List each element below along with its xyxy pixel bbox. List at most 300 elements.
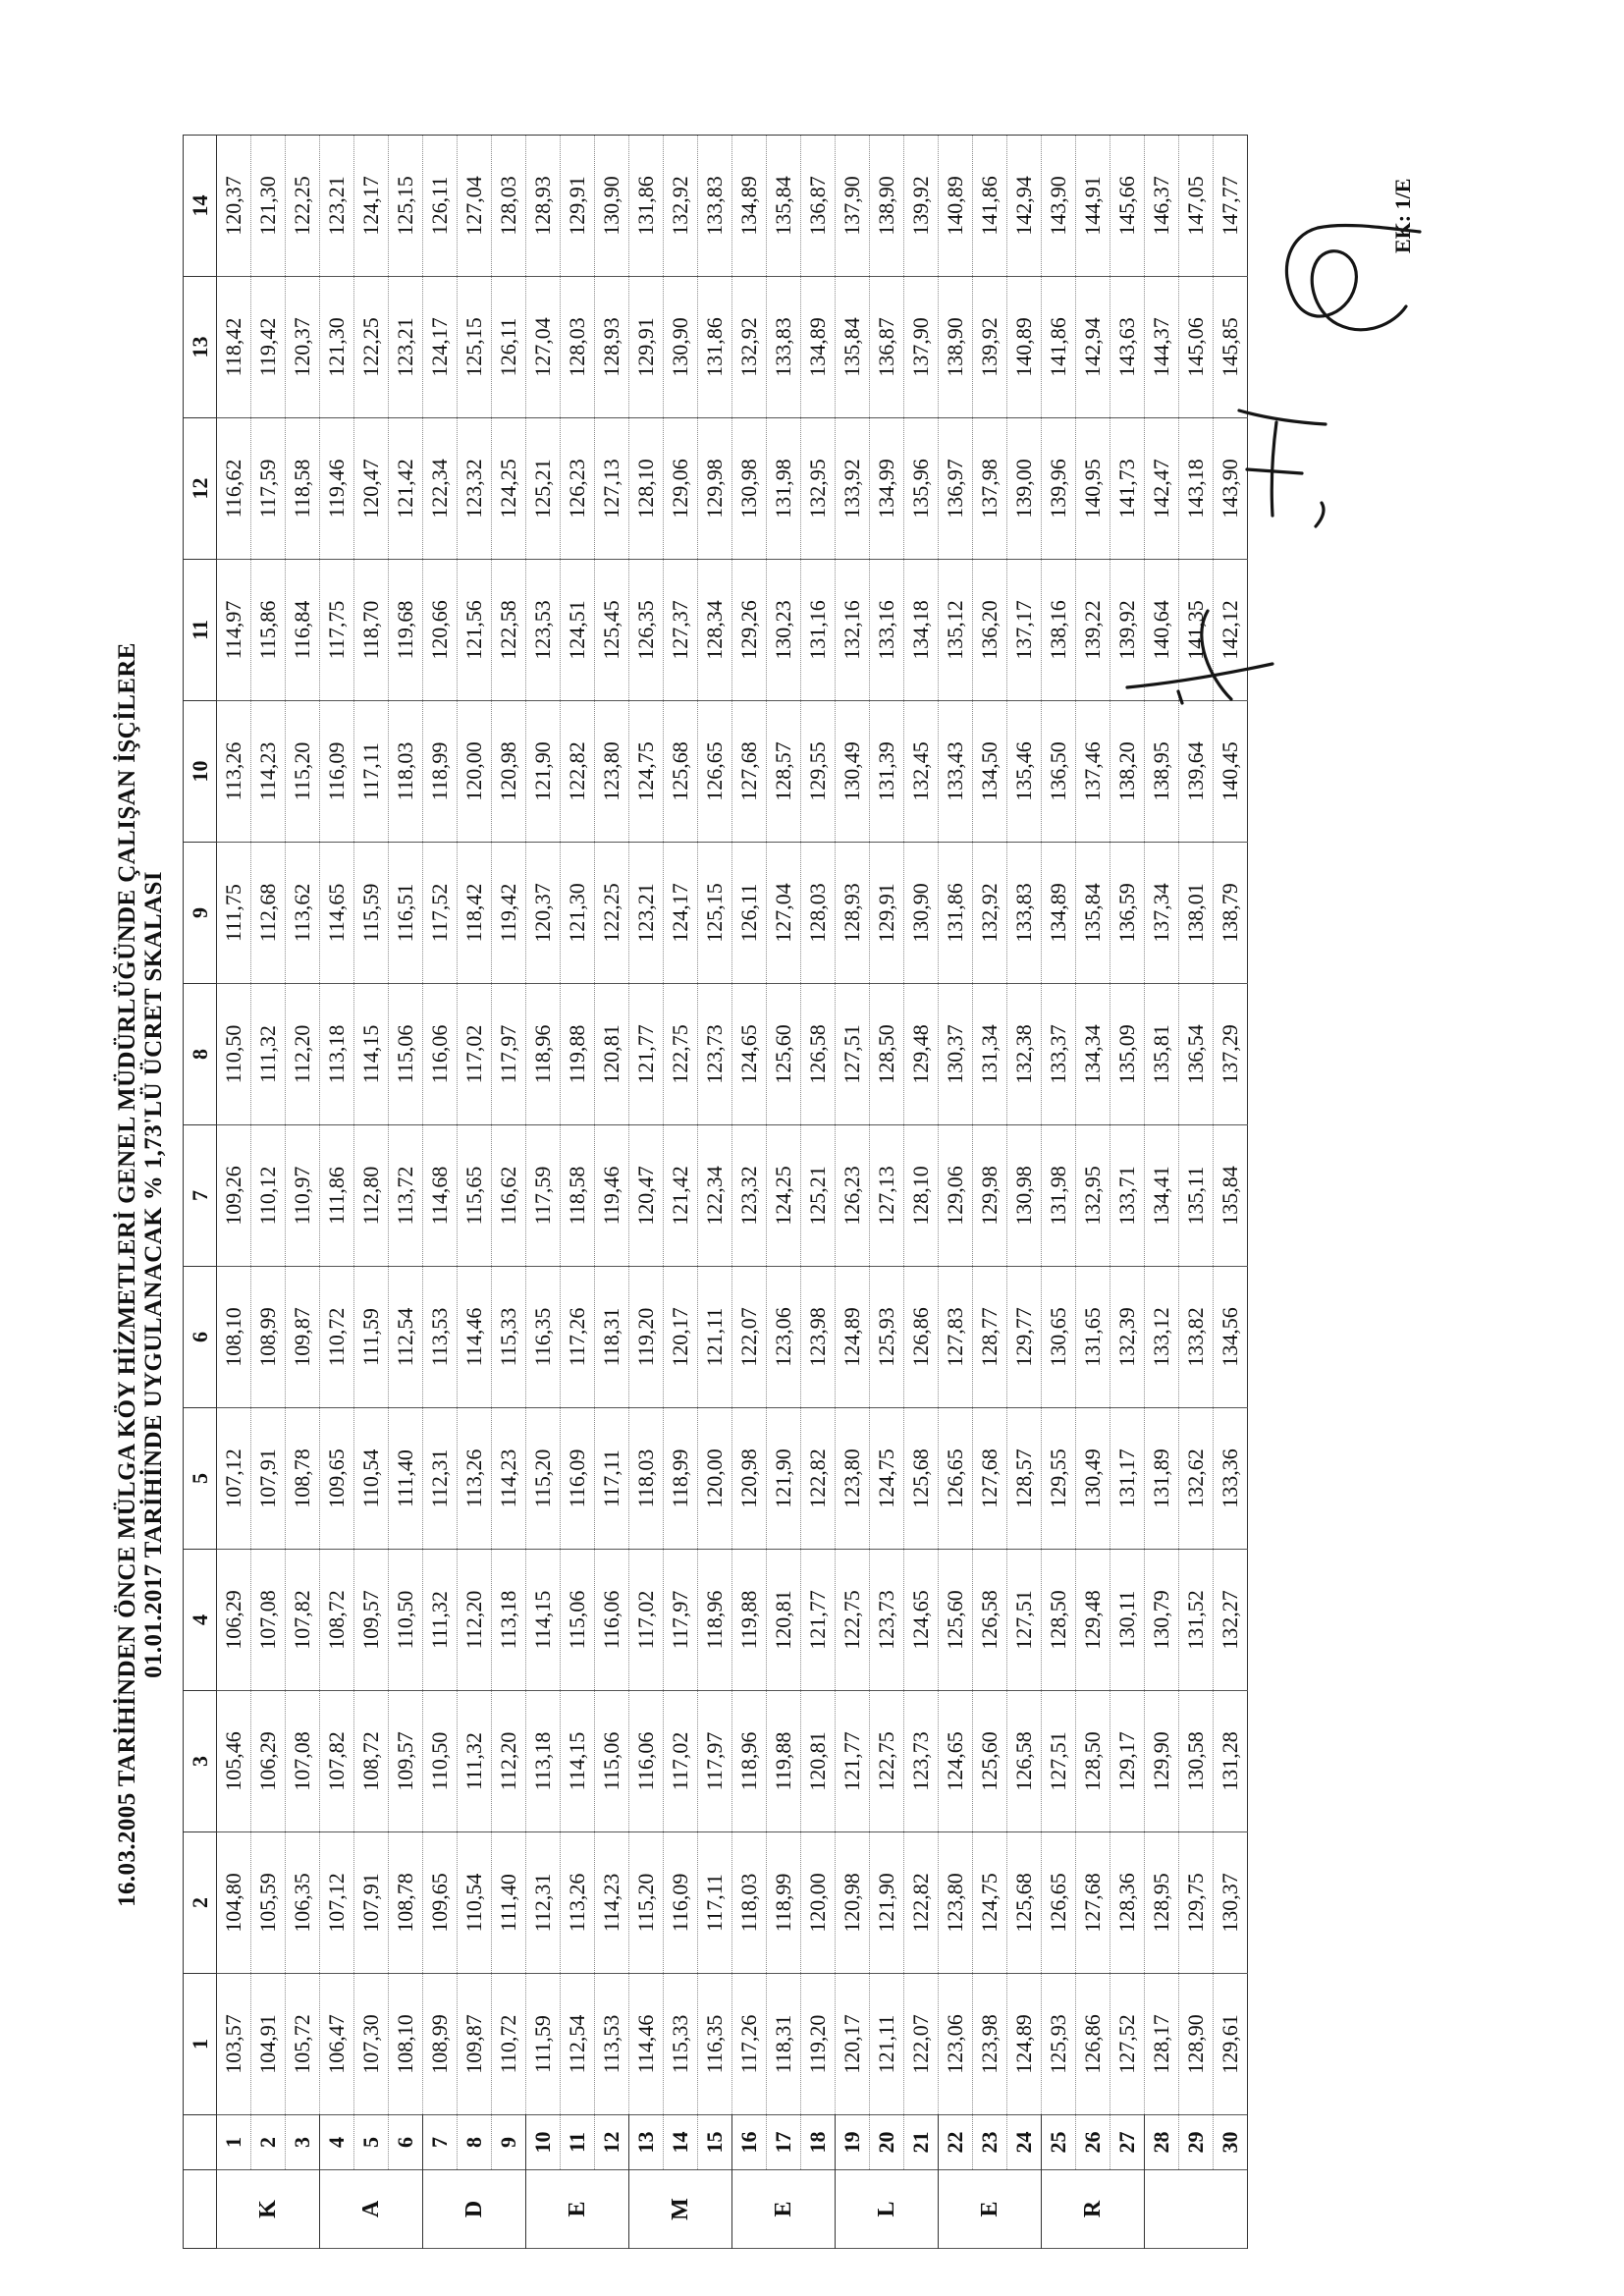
table-cell: 128,57 bbox=[1007, 1408, 1042, 1550]
table-cell: 128,10 bbox=[629, 418, 664, 560]
table-cell: 139,00 bbox=[1007, 418, 1042, 560]
table-cell: 112,68 bbox=[251, 843, 286, 984]
table-cell: 111,86 bbox=[320, 1125, 354, 1267]
table-cell: 123,32 bbox=[732, 1125, 767, 1267]
table-cell: 125,60 bbox=[939, 1550, 973, 1691]
table-cell: 118,70 bbox=[354, 560, 389, 701]
table-cell: 122,82 bbox=[904, 1832, 939, 1974]
table-cell: 128,93 bbox=[526, 136, 561, 277]
table-cell: 119,88 bbox=[732, 1550, 767, 1691]
row-number: 30 bbox=[1214, 2115, 1248, 2170]
table-cell: 112,80 bbox=[354, 1125, 389, 1267]
row-number: 20 bbox=[870, 2115, 904, 2170]
table-cell: 120,81 bbox=[595, 984, 629, 1125]
table-cell: 125,93 bbox=[870, 1267, 904, 1408]
column-header: 2 bbox=[184, 1832, 217, 1974]
table-cell: 109,65 bbox=[320, 1408, 354, 1550]
table-cell: 126,23 bbox=[561, 418, 595, 560]
table-cell: 124,75 bbox=[629, 701, 664, 843]
table-cell: 107,82 bbox=[320, 1691, 354, 1832]
table-cell: 130,11 bbox=[1110, 1550, 1145, 1691]
table-cell: 135,46 bbox=[1007, 701, 1042, 843]
table-cell: 129,90 bbox=[1145, 1691, 1179, 1832]
table-row bbox=[251, 136, 286, 2249]
table-cell: 127,37 bbox=[664, 560, 698, 701]
table-row bbox=[870, 136, 904, 2249]
row-number: 11 bbox=[561, 2115, 595, 2170]
table-cell: 105,59 bbox=[251, 1832, 286, 1974]
table-cell: 138,90 bbox=[939, 277, 973, 418]
table-cell: 125,60 bbox=[973, 1691, 1007, 1832]
table-cell: 118,03 bbox=[629, 1408, 664, 1550]
table-cell: 133,82 bbox=[1179, 1267, 1214, 1408]
table-cell: 127,04 bbox=[526, 277, 561, 418]
table-row bbox=[973, 136, 1007, 2249]
table-cell: 124,25 bbox=[767, 1125, 801, 1267]
table-cell: 117,11 bbox=[698, 1832, 732, 1974]
table-cell: 137,29 bbox=[1214, 984, 1248, 1125]
table-cell: 125,15 bbox=[389, 136, 423, 277]
table-cell: 117,11 bbox=[595, 1408, 629, 1550]
table-cell: 134,50 bbox=[973, 701, 1007, 843]
table-cell: 116,84 bbox=[286, 560, 320, 701]
table-cell: 122,75 bbox=[664, 984, 698, 1125]
table-cell: 114,23 bbox=[595, 1832, 629, 1974]
table-cell: 136,50 bbox=[1042, 701, 1076, 843]
table-cell: 127,51 bbox=[1042, 1691, 1076, 1832]
table-cell: 142,94 bbox=[1007, 136, 1042, 277]
table-cell: 109,57 bbox=[389, 1691, 423, 1832]
table-cell: 116,09 bbox=[320, 701, 354, 843]
table-cell: 143,90 bbox=[1214, 418, 1248, 560]
table-cell: 103,57 bbox=[217, 1974, 251, 2115]
table-row bbox=[1179, 136, 1214, 2249]
table-cell: 124,65 bbox=[904, 1550, 939, 1691]
row-number: 2 bbox=[251, 2115, 286, 2170]
table-cell: 113,53 bbox=[423, 1267, 458, 1408]
table-cell: 139,96 bbox=[1042, 418, 1076, 560]
table-cell: 111,75 bbox=[217, 843, 251, 984]
column-header: 12 bbox=[184, 418, 217, 560]
table-cell: 104,91 bbox=[251, 1974, 286, 2115]
table-cell: 118,42 bbox=[217, 277, 251, 418]
table-cell: 122,75 bbox=[836, 1550, 870, 1691]
table-cell: 117,02 bbox=[664, 1691, 698, 1832]
table-cell: 111,32 bbox=[251, 984, 286, 1125]
table-cell: 117,75 bbox=[320, 560, 354, 701]
table-cell: 125,15 bbox=[698, 843, 732, 984]
table-cell: 112,20 bbox=[458, 1550, 492, 1691]
table-cell: 121,90 bbox=[526, 701, 561, 843]
table-cell: 133,43 bbox=[939, 701, 973, 843]
table-cell: 146,37 bbox=[1145, 136, 1179, 277]
table-cell: 125,21 bbox=[526, 418, 561, 560]
table-cell: 117,59 bbox=[251, 418, 286, 560]
table-cell: 115,33 bbox=[664, 1974, 698, 2115]
table-cell: 126,11 bbox=[423, 136, 458, 277]
table-cell: 131,34 bbox=[973, 984, 1007, 1125]
table-cell: 125,15 bbox=[458, 277, 492, 418]
table-cell: 119,88 bbox=[767, 1691, 801, 1832]
table-cell: 138,95 bbox=[1145, 701, 1179, 843]
table-cell: 118,96 bbox=[698, 1550, 732, 1691]
table-row bbox=[561, 136, 595, 2249]
kademe-letter: D bbox=[423, 2170, 526, 2249]
table-cell: 136,87 bbox=[870, 277, 904, 418]
table-cell: 139,92 bbox=[1110, 560, 1145, 701]
table-cell: 120,37 bbox=[217, 136, 251, 277]
table-cell: 117,26 bbox=[732, 1974, 767, 2115]
table-cell: 128,90 bbox=[1179, 1974, 1214, 2115]
table-cell: 108,78 bbox=[286, 1408, 320, 1550]
column-header: 1 bbox=[184, 1974, 217, 2115]
table-cell: 110,54 bbox=[458, 1832, 492, 1974]
table-cell: 121,77 bbox=[836, 1691, 870, 1832]
table-cell: 141,73 bbox=[1110, 418, 1145, 560]
wage-table-body bbox=[217, 136, 1248, 2249]
table-cell: 140,45 bbox=[1214, 701, 1248, 843]
table-cell: 113,62 bbox=[286, 843, 320, 984]
table-cell: 120,81 bbox=[801, 1691, 836, 1832]
table-cell: 132,45 bbox=[904, 701, 939, 843]
row-number: 23 bbox=[973, 2115, 1007, 2170]
table-cell: 120,98 bbox=[492, 701, 526, 843]
kademe-cell bbox=[1145, 2170, 1248, 2249]
table-cell: 125,60 bbox=[767, 984, 801, 1125]
table-cell: 124,51 bbox=[561, 560, 595, 701]
table-cell: 136,20 bbox=[973, 560, 1007, 701]
table-cell: 116,51 bbox=[389, 843, 423, 984]
column-header: 14 bbox=[184, 136, 217, 277]
table-cell: 130,58 bbox=[1179, 1691, 1214, 1832]
table-row bbox=[286, 136, 320, 2249]
table-cell: 126,58 bbox=[973, 1550, 1007, 1691]
table-cell: 132,92 bbox=[973, 843, 1007, 984]
table-cell: 118,99 bbox=[664, 1408, 698, 1550]
table-cell: 112,20 bbox=[492, 1691, 526, 1832]
table-cell: 142,47 bbox=[1145, 418, 1179, 560]
table-cell: 122,34 bbox=[698, 1125, 732, 1267]
table-cell: 128,34 bbox=[698, 560, 732, 701]
table-cell: 110,50 bbox=[389, 1550, 423, 1691]
row-number: 27 bbox=[1110, 2115, 1145, 2170]
table-cell: 144,37 bbox=[1145, 277, 1179, 418]
table-cell: 113,26 bbox=[217, 701, 251, 843]
table-cell: 119,46 bbox=[595, 1125, 629, 1267]
table-row bbox=[629, 136, 664, 2249]
row-number: 22 bbox=[939, 2115, 973, 2170]
table-cell: 126,86 bbox=[904, 1267, 939, 1408]
table-cell: 134,99 bbox=[870, 418, 904, 560]
table-cell: 110,97 bbox=[286, 1125, 320, 1267]
table-cell: 123,80 bbox=[595, 701, 629, 843]
table-cell: 109,26 bbox=[217, 1125, 251, 1267]
table-cell: 128,93 bbox=[836, 843, 870, 984]
table-cell: 126,35 bbox=[629, 560, 664, 701]
table-cell: 135,96 bbox=[904, 418, 939, 560]
table-cell: 110,72 bbox=[320, 1267, 354, 1408]
table-row bbox=[1110, 136, 1145, 2249]
annex-label: EK: 1/E bbox=[1390, 178, 1415, 253]
table-cell: 143,18 bbox=[1179, 418, 1214, 560]
table-cell: 129,48 bbox=[904, 984, 939, 1125]
column-header: 9 bbox=[184, 843, 217, 984]
table-cell: 127,04 bbox=[458, 136, 492, 277]
table-cell: 124,89 bbox=[836, 1267, 870, 1408]
table-cell: 131,16 bbox=[801, 560, 836, 701]
table-cell: 134,89 bbox=[732, 136, 767, 277]
table-cell: 137,17 bbox=[1007, 560, 1042, 701]
table-cell: 104,80 bbox=[217, 1832, 251, 1974]
table-cell: 138,79 bbox=[1214, 843, 1248, 984]
table-cell: 128,03 bbox=[801, 843, 836, 984]
table-cell: 125,45 bbox=[595, 560, 629, 701]
table-cell: 121,90 bbox=[870, 1832, 904, 1974]
table-row bbox=[767, 136, 801, 2249]
table-cell: 125,68 bbox=[904, 1408, 939, 1550]
table-cell: 132,62 bbox=[1179, 1408, 1214, 1550]
row-number: 21 bbox=[904, 2115, 939, 2170]
table-cell: 136,87 bbox=[801, 136, 836, 277]
table-cell: 138,90 bbox=[870, 136, 904, 277]
table-cell: 114,46 bbox=[629, 1974, 664, 2115]
wage-scale-table bbox=[183, 135, 1248, 2249]
table-row bbox=[939, 136, 973, 2249]
table-cell: 128,50 bbox=[870, 984, 904, 1125]
table-cell: 127,13 bbox=[595, 418, 629, 560]
table-cell: 116,62 bbox=[492, 1125, 526, 1267]
table-cell: 122,25 bbox=[595, 843, 629, 984]
table-cell: 131,86 bbox=[939, 843, 973, 984]
table-cell: 107,08 bbox=[251, 1550, 286, 1691]
table-cell: 123,06 bbox=[939, 1974, 973, 2115]
table-row bbox=[732, 136, 767, 2249]
table-row bbox=[904, 136, 939, 2249]
table-cell: 121,90 bbox=[767, 1408, 801, 1550]
table-cell: 131,98 bbox=[1042, 1125, 1076, 1267]
table-cell: 123,73 bbox=[698, 984, 732, 1125]
table-cell: 126,11 bbox=[492, 277, 526, 418]
table-cell: 130,49 bbox=[1076, 1408, 1110, 1550]
table-cell: 109,87 bbox=[286, 1267, 320, 1408]
table-cell: 118,31 bbox=[767, 1974, 801, 2115]
table-cell: 112,54 bbox=[561, 1974, 595, 2115]
row-number: 25 bbox=[1042, 2115, 1076, 2170]
table-cell: 118,58 bbox=[561, 1125, 595, 1267]
table-cell: 127,51 bbox=[836, 984, 870, 1125]
table-cell: 120,47 bbox=[354, 418, 389, 560]
table-cell: 107,12 bbox=[217, 1408, 251, 1550]
table-cell: 122,25 bbox=[354, 277, 389, 418]
table-cell: 115,33 bbox=[492, 1267, 526, 1408]
table-cell: 109,57 bbox=[354, 1550, 389, 1691]
table-cell: 106,35 bbox=[286, 1832, 320, 1974]
table-cell: 116,09 bbox=[561, 1408, 595, 1550]
table-cell: 115,86 bbox=[251, 560, 286, 701]
table-cell: 132,92 bbox=[664, 136, 698, 277]
table-row bbox=[1042, 136, 1076, 2249]
table-cell: 136,54 bbox=[1179, 984, 1214, 1125]
table-cell: 107,08 bbox=[286, 1691, 320, 1832]
table-cell: 124,75 bbox=[973, 1832, 1007, 1974]
table-cell: 113,18 bbox=[492, 1550, 526, 1691]
table-cell: 122,25 bbox=[286, 136, 320, 277]
table-cell: 117,02 bbox=[458, 984, 492, 1125]
table-cell: 122,82 bbox=[561, 701, 595, 843]
table-cell: 134,56 bbox=[1214, 1267, 1248, 1408]
table-cell: 131,39 bbox=[870, 701, 904, 843]
table-cell: 126,65 bbox=[698, 701, 732, 843]
table-cell: 132,95 bbox=[1076, 1125, 1110, 1267]
table-cell: 139,22 bbox=[1076, 560, 1110, 701]
table-cell: 128,03 bbox=[561, 277, 595, 418]
row-number: 7 bbox=[423, 2115, 458, 2170]
table-cell: 120,00 bbox=[801, 1832, 836, 1974]
table-cell: 108,10 bbox=[217, 1267, 251, 1408]
table-cell: 120,47 bbox=[629, 1125, 664, 1267]
table-cell: 135,81 bbox=[1145, 984, 1179, 1125]
table-cell: 115,20 bbox=[629, 1832, 664, 1974]
table-cell: 115,20 bbox=[526, 1408, 561, 1550]
table-cell: 131,98 bbox=[767, 418, 801, 560]
table-cell: 123,32 bbox=[458, 418, 492, 560]
table-cell: 129,91 bbox=[629, 277, 664, 418]
row-number: 17 bbox=[767, 2115, 801, 2170]
table-cell: 119,20 bbox=[629, 1267, 664, 1408]
table-cell: 108,99 bbox=[251, 1267, 286, 1408]
table-cell: 121,30 bbox=[320, 277, 354, 418]
table-cell: 107,30 bbox=[354, 1974, 389, 2115]
row-number: 12 bbox=[595, 2115, 629, 2170]
table-cell: 122,82 bbox=[801, 1408, 836, 1550]
row-number: 15 bbox=[698, 2115, 732, 2170]
table-cell: 110,54 bbox=[354, 1408, 389, 1550]
table-cell: 115,65 bbox=[458, 1125, 492, 1267]
table-cell: 131,89 bbox=[1145, 1408, 1179, 1550]
table-cell: 108,99 bbox=[423, 1974, 458, 2115]
table-cell: 147,77 bbox=[1214, 136, 1248, 277]
table-cell: 110,72 bbox=[492, 1974, 526, 2115]
table-cell: 120,98 bbox=[836, 1832, 870, 1974]
table-cell: 128,36 bbox=[1110, 1832, 1145, 1974]
kademe-letter: L bbox=[836, 2170, 939, 2249]
table-cell: 122,75 bbox=[870, 1691, 904, 1832]
table-cell: 136,59 bbox=[1110, 843, 1145, 984]
document-title bbox=[114, 587, 167, 1962]
table-cell: 140,95 bbox=[1076, 418, 1110, 560]
table-cell: 134,18 bbox=[904, 560, 939, 701]
table-cell: 105,46 bbox=[217, 1691, 251, 1832]
table-cell: 112,20 bbox=[286, 984, 320, 1125]
kademe-letter: E bbox=[732, 2170, 836, 2249]
table-cell: 112,54 bbox=[389, 1267, 423, 1408]
table-cell: 114,15 bbox=[561, 1691, 595, 1832]
row-number: 1 bbox=[217, 2115, 251, 2170]
table-cell: 121,11 bbox=[698, 1267, 732, 1408]
table-cell: 120,17 bbox=[836, 1974, 870, 2115]
table-cell: 133,12 bbox=[1145, 1267, 1179, 1408]
column-header: 7 bbox=[184, 1125, 217, 1267]
table-cell: 138,20 bbox=[1110, 701, 1145, 843]
table-cell: 134,41 bbox=[1145, 1125, 1179, 1267]
table-cell: 126,58 bbox=[1007, 1691, 1042, 1832]
table-row bbox=[801, 136, 836, 2249]
kademe-letter: E bbox=[526, 2170, 629, 2249]
row-number: 8 bbox=[458, 2115, 492, 2170]
table-cell: 128,95 bbox=[1145, 1832, 1179, 1974]
column-header: 10 bbox=[184, 701, 217, 843]
table-cell: 116,06 bbox=[629, 1691, 664, 1832]
table-cell: 138,16 bbox=[1042, 560, 1076, 701]
table-cell: 136,97 bbox=[939, 418, 973, 560]
table-cell: 121,77 bbox=[801, 1550, 836, 1691]
table-cell: 126,58 bbox=[801, 984, 836, 1125]
table-cell: 135,84 bbox=[1214, 1125, 1248, 1267]
table-cell: 120,37 bbox=[526, 843, 561, 984]
table-cell: 129,55 bbox=[801, 701, 836, 843]
table-cell: 143,63 bbox=[1110, 277, 1145, 418]
row-number: 3 bbox=[286, 2115, 320, 2170]
table-row bbox=[1214, 136, 1248, 2249]
table-cell: 122,07 bbox=[904, 1974, 939, 2115]
table-cell: 117,97 bbox=[698, 1691, 732, 1832]
table-cell: 118,03 bbox=[732, 1832, 767, 1974]
table-cell: 114,23 bbox=[492, 1408, 526, 1550]
table-cell: 123,80 bbox=[939, 1832, 973, 1974]
table-cell: 111,59 bbox=[354, 1267, 389, 1408]
column-header: 3 bbox=[184, 1691, 217, 1832]
table-cell: 128,57 bbox=[767, 701, 801, 843]
row-number: 9 bbox=[492, 2115, 526, 2170]
table-cell: 118,31 bbox=[595, 1267, 629, 1408]
table-cell: 109,87 bbox=[458, 1974, 492, 2115]
table-cell: 116,35 bbox=[526, 1267, 561, 1408]
table-cell: 106,29 bbox=[251, 1691, 286, 1832]
table-cell: 118,58 bbox=[286, 418, 320, 560]
table-cell: 114,46 bbox=[458, 1267, 492, 1408]
table-cell: 132,95 bbox=[801, 418, 836, 560]
table-cell: 144,91 bbox=[1076, 136, 1110, 277]
table-cell: 145,66 bbox=[1110, 136, 1145, 277]
table-cell: 123,98 bbox=[801, 1267, 836, 1408]
table-cell: 126,23 bbox=[836, 1125, 870, 1267]
table-cell: 127,68 bbox=[732, 701, 767, 843]
table-cell: 128,93 bbox=[595, 277, 629, 418]
kademe-letter: R bbox=[1042, 2170, 1145, 2249]
table-cell: 105,72 bbox=[286, 1974, 320, 2115]
table-cell: 133,92 bbox=[836, 418, 870, 560]
table-row bbox=[492, 136, 526, 2249]
table-cell: 137,90 bbox=[836, 136, 870, 277]
table-cell: 112,31 bbox=[526, 1832, 561, 1974]
table-cell: 126,11 bbox=[732, 843, 767, 984]
table-cell: 141,35 bbox=[1179, 560, 1214, 701]
table-cell: 113,18 bbox=[526, 1691, 561, 1832]
table-cell: 128,77 bbox=[973, 1267, 1007, 1408]
table-cell: 132,38 bbox=[1007, 984, 1042, 1125]
table-cell: 118,03 bbox=[389, 701, 423, 843]
table-cell: 129,61 bbox=[1214, 1974, 1248, 2115]
table-cell: 130,90 bbox=[595, 136, 629, 277]
table-cell: 142,94 bbox=[1076, 277, 1110, 418]
table-cell: 124,17 bbox=[423, 277, 458, 418]
table-cell: 129,75 bbox=[1179, 1832, 1214, 1974]
table-cell: 117,11 bbox=[354, 701, 389, 843]
table-cell: 113,26 bbox=[458, 1408, 492, 1550]
table-cell: 133,83 bbox=[1007, 843, 1042, 984]
table-cell: 117,02 bbox=[629, 1550, 664, 1691]
table-row bbox=[354, 136, 389, 2249]
